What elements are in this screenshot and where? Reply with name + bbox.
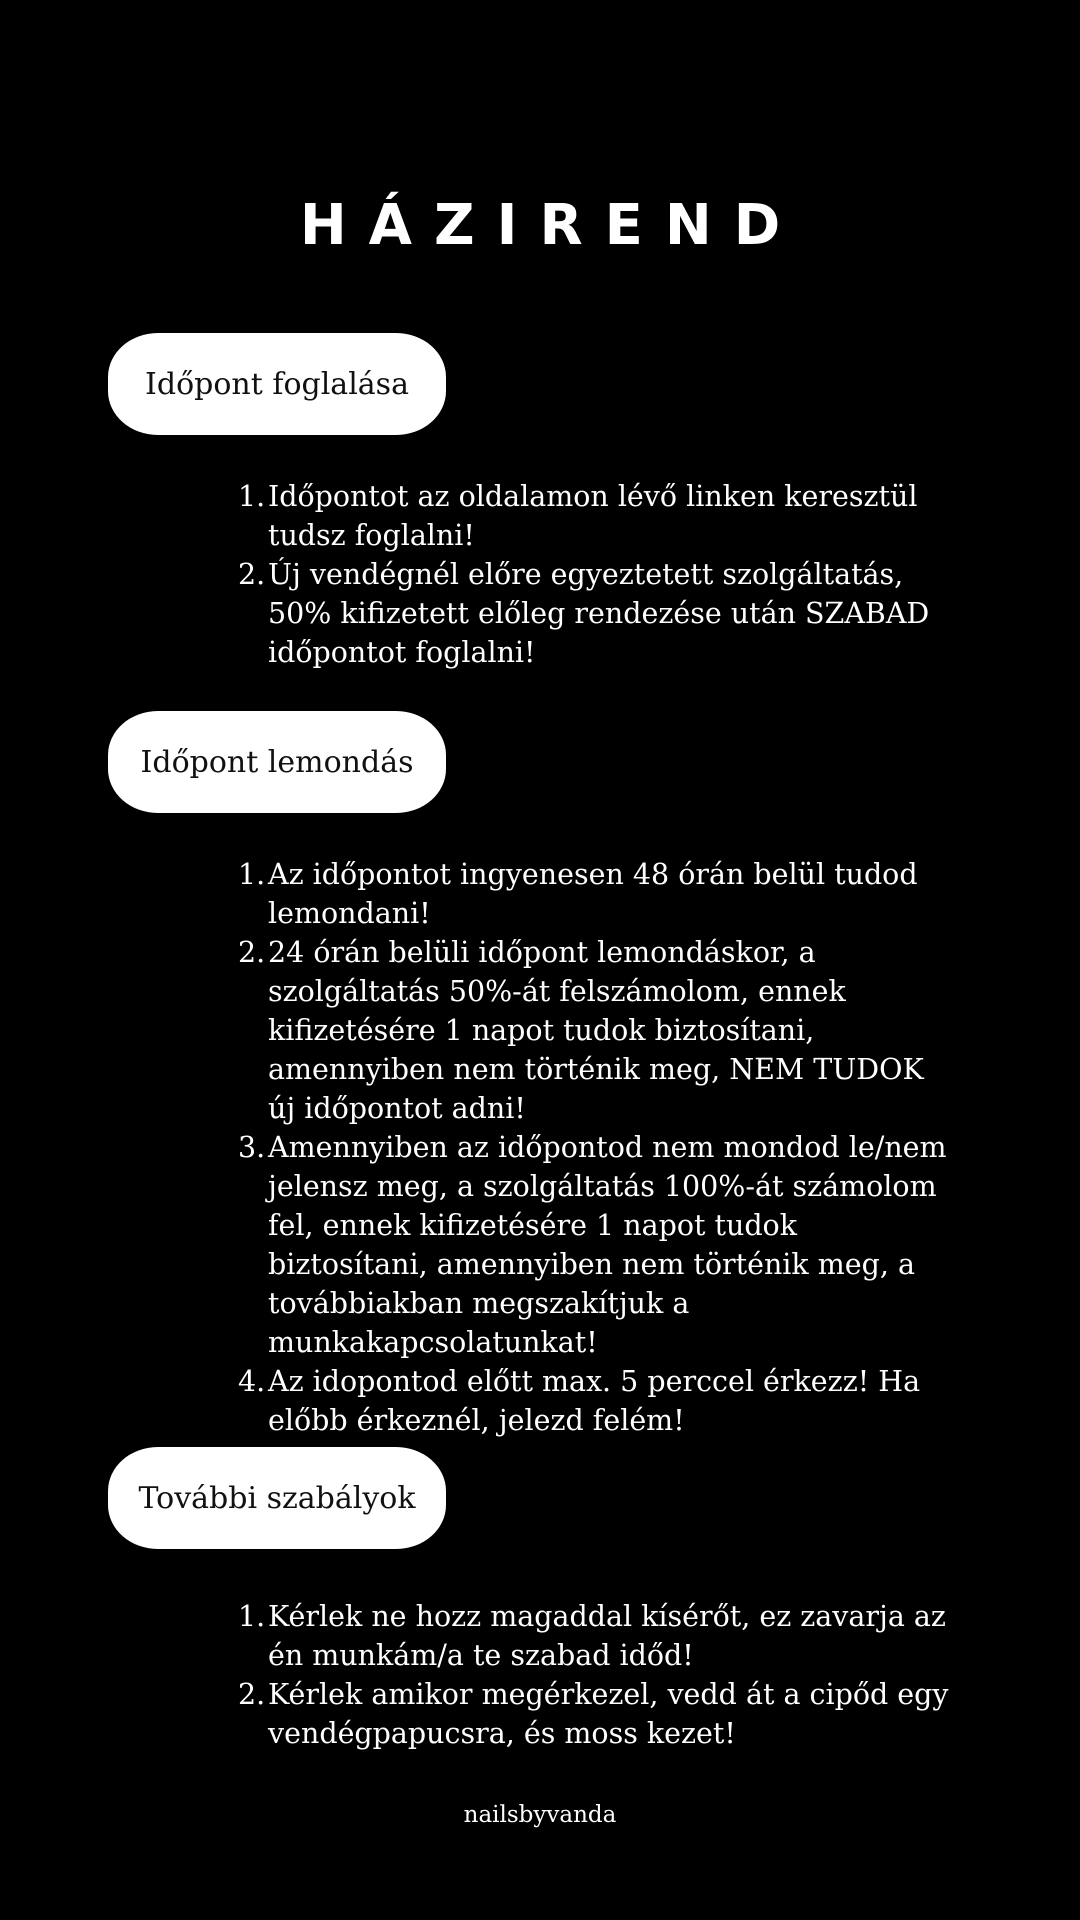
list-item-text: Kérlek ne hozz magaddal kísérőt, ez zavarja az én munkám/a te szabad időd! — [268, 1600, 946, 1672]
list-item — [238, 477, 958, 555]
section-heading-booking: Időpont foglalása — [108, 333, 446, 435]
list-item-text: Az időpontot ingyenesen 48 órán belül tudod lemondani! — [268, 858, 918, 930]
other-rules-list — [238, 1597, 958, 1753]
list-item-number: 1. — [238, 1600, 266, 1633]
list-item — [238, 1597, 958, 1675]
list-item — [238, 1128, 958, 1362]
list-item-number: 2. — [238, 1678, 266, 1711]
list-item-text: Új vendégnél előre egyeztetett szolgáltatás, 50% kifizetett előleg rendezése után SZABAD időpontot foglalni! — [268, 558, 930, 669]
list-item — [238, 855, 958, 933]
list-item-number: 1. — [238, 480, 266, 513]
list-item-text: 24 órán belüli időpont lemondáskor, a szolgáltatás 50%-át felszámolom, ennek kifizetésére 1 napot tudok biztosítani, amennyiben nem történik meg, NEM TUDOK új időpontot adni! — [268, 936, 924, 1125]
booking-rules-list — [238, 477, 958, 672]
list-item-number: 2. — [238, 558, 266, 591]
list-item — [238, 1675, 958, 1753]
list-item-text: Amennyiben az időpontod nem mondod le/nem jelensz meg, a szolgáltatás 100%-át számolom fel, ennek kifizetésére 1 napot tudok biztosítani, amennyiben nem történik meg, a továbbiakban megszakítjuk a munkakapcsolatunkat! — [268, 1131, 947, 1359]
section-heading-other-rules: További szabályok — [108, 1447, 446, 1549]
list-item — [238, 1362, 958, 1440]
list-item-number: 2. — [238, 936, 266, 969]
section-heading-cancellation: Időpont lemondás — [108, 711, 446, 813]
list-item-text: Időpontot az oldalamon lévő linken keresztül tudsz foglalni! — [268, 480, 918, 552]
list-item — [238, 933, 958, 1128]
footer-brand: nailsbyvanda — [463, 1802, 617, 1828]
list-item-number: 4. — [238, 1365, 266, 1398]
list-item — [238, 555, 958, 672]
list-item-number: 1. — [238, 858, 266, 891]
page-title: HÁZIREND — [299, 193, 803, 258]
cancellation-rules-list — [238, 855, 958, 1440]
list-item-text: Kérlek amikor megérkezel, vedd át a cipőd egy vendégpapucsra, és moss kezet! — [268, 1678, 949, 1750]
list-item-number: 3. — [238, 1131, 266, 1164]
list-item-text: Az idopontod előtt max. 5 perccel érkezz! Ha előbb érkeznél, jelezd felém! — [268, 1365, 921, 1437]
